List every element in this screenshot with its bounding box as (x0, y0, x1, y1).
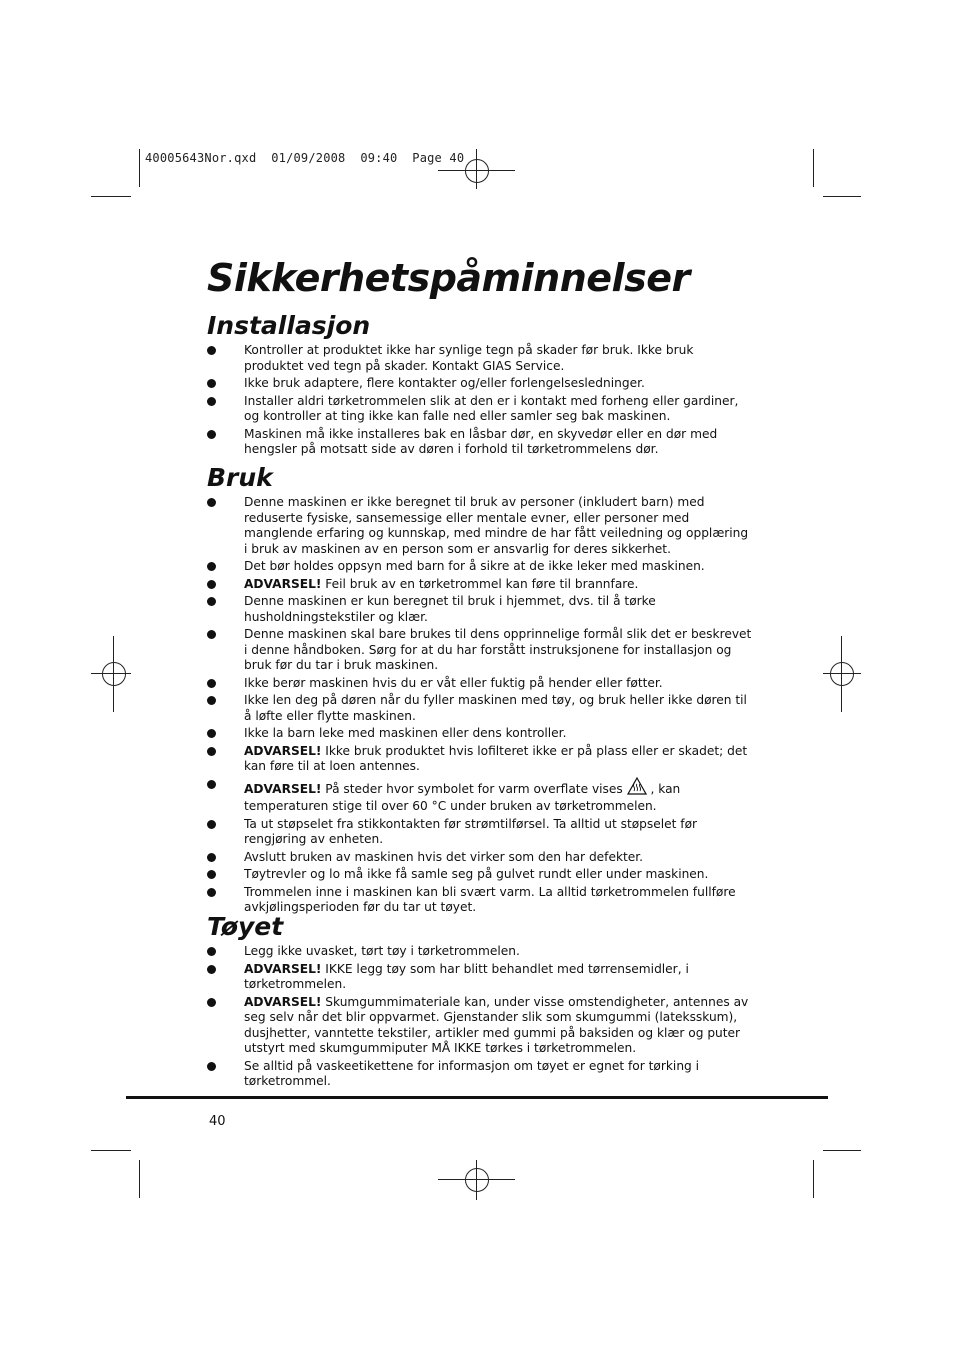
list-item: ADVARSEL! Ikke bruk produktet hvis lofilteret ikke er på plass eller er skadet; det kan føre til at loen antennes. (207, 744, 752, 775)
bullet-icon (207, 562, 216, 571)
list-item: Ikke la barn leke med maskinen eller dens kontroller. (207, 726, 752, 742)
warning-label: ADVARSEL! (244, 961, 322, 976)
bullet-icon (207, 696, 216, 705)
bullet-icon (207, 630, 216, 639)
bullet-icon (207, 747, 216, 756)
list-item: Ikke len deg på døren når du fyller maskinen med tøy, og bruk heller ikke døren til å løfte eller flytte maskinen. (207, 693, 752, 724)
list-item: Ikke bruk adaptere, flere kontakter og/eller forlengelsesledninger. (207, 376, 752, 392)
list-item: Denne maskinen skal bare brukes til dens opprinnelige formål slik det er beskrevet i denne håndboken. Sørg for at du har forstått instruksjonene for installasjon og bruk før du tar i bruk maskinen. (207, 627, 752, 674)
list-item: Trommelen inne i maskinen kan bli svært varm. La alltid tørketrommelen fullføre avkjølingsperioden før du tar ut tøyet. (207, 885, 752, 916)
bullet-icon (207, 397, 216, 406)
bullet-icon (207, 870, 216, 879)
bullet-icon (207, 580, 216, 589)
print-slug: 40005643Nor.qxd 01/09/2008 09:40 Page 40 (145, 151, 465, 165)
hot-surface-warning-icon (627, 777, 647, 800)
list-item: Avslutt bruken av maskinen hvis det virker som den har defekter. (207, 850, 752, 866)
page-number: 40 (209, 1114, 226, 1129)
section-heading-installasjon: Installasjon (207, 311, 371, 340)
bullet-icon (207, 597, 216, 606)
list-item: Se alltid på vaskeetikettene for informasjon om tøyet er egnet for tørking i tørketrommel. (207, 1059, 752, 1090)
bullet-icon (207, 820, 216, 829)
list-item: Legg ikke uvasket, tørt tøy i tørketrommelen. (207, 944, 752, 960)
list-item: ADVARSEL! Feil bruk av en tørketrommel kan føre til brannfare. (207, 577, 752, 593)
section-heading-bruk: Bruk (207, 463, 273, 492)
list-item: Denne maskinen er ikke beregnet til bruk av personer (inkludert barn) med reduserte fysiske, sansemessige eller mentale evner, eller personer med manglende erfaring og kunnskap, med mindre de har fått veiledning og opplæring i bruk av maskinen av en person som er ansvarlig for deres sikkerhet. (207, 495, 752, 557)
installasjon-list (207, 343, 752, 460)
list-item: Ta ut støpselet fra stikkontakten før strømtilførsel. Ta alltid ut støpselet før rengjøring av enheten. (207, 817, 752, 848)
bullet-icon (207, 888, 216, 897)
toyet-list (207, 944, 752, 1092)
bullet-icon (207, 780, 216, 789)
list-item: Installer aldri tørketrommelen slik at den er i kontakt med forheng eller gardiner, og kontroller at ting ikke kan falle ned eller samler seg bak maskinen. (207, 394, 752, 425)
bullet-icon (207, 379, 216, 388)
bullet-icon (207, 947, 216, 956)
bruk-list (207, 495, 752, 918)
bullet-icon (207, 853, 216, 862)
list-item: Det bør holdes oppsyn med barn for å sikre at de ikke leker med maskinen. (207, 559, 752, 575)
bullet-icon (207, 346, 216, 355)
bullet-icon (207, 679, 216, 688)
bullet-icon (207, 1062, 216, 1071)
bullet-icon (207, 498, 216, 507)
bullet-icon (207, 729, 216, 738)
list-item: Kontroller at produktet ikke har synlige tegn på skader før bruk. Ikke bruk produktet ved tegn på skader. Kontakt GIAS Service. (207, 343, 752, 374)
list-item: ADVARSEL! IKKE legg tøy som har blitt behandlet med tørrensemidler, i tørketrommelen. (207, 962, 752, 993)
warning-label: ADVARSEL! (244, 994, 322, 1009)
bullet-icon (207, 998, 216, 1007)
page-title: Sikkerhetspåminnelser (207, 256, 690, 300)
warning-label: ADVARSEL! (244, 743, 322, 758)
bullet-icon (207, 430, 216, 439)
list-item: Tøytrevler og lo må ikke få samle seg på gulvet rundt eller under maskinen. (207, 867, 752, 883)
list-item: Maskinen må ikke installeres bak en låsbar dør, en skyvedør eller en dør med hengsler på motsatt side av døren i forhold til tørketrommelens dør. (207, 427, 752, 458)
bullet-icon (207, 965, 216, 974)
warning-label: ADVARSEL! (244, 781, 322, 796)
list-item: Ikke berør maskinen hvis du er våt eller fuktig på hender eller føtter. (207, 676, 752, 692)
footer-rule (126, 1096, 828, 1099)
warning-label: ADVARSEL! (244, 576, 322, 591)
list-item: ADVARSEL! På steder hvor symbolet for varm overflate vises , kan temperaturen stige til over 60 °C under bruken av tørketrommelen. (207, 777, 752, 815)
section-heading-toyet: Tøyet (207, 912, 284, 941)
list-item: Denne maskinen er kun beregnet til bruk i hjemmet, dvs. til å tørke husholdningstekstiler og klær. (207, 594, 752, 625)
list-item: ADVARSEL! Skumgummimateriale kan, under visse omstendigheter, antennes av seg selv når det blir oppvarmet. Gjenstander slik som skumgummi (lateksskum), dusjhetter, vanntette tekstiler, artikler med gummi på baksiden og klær og puter utstyrt med skumgummiputer MÅ IKKE tørkes i tørketrommelen. (207, 995, 752, 1057)
